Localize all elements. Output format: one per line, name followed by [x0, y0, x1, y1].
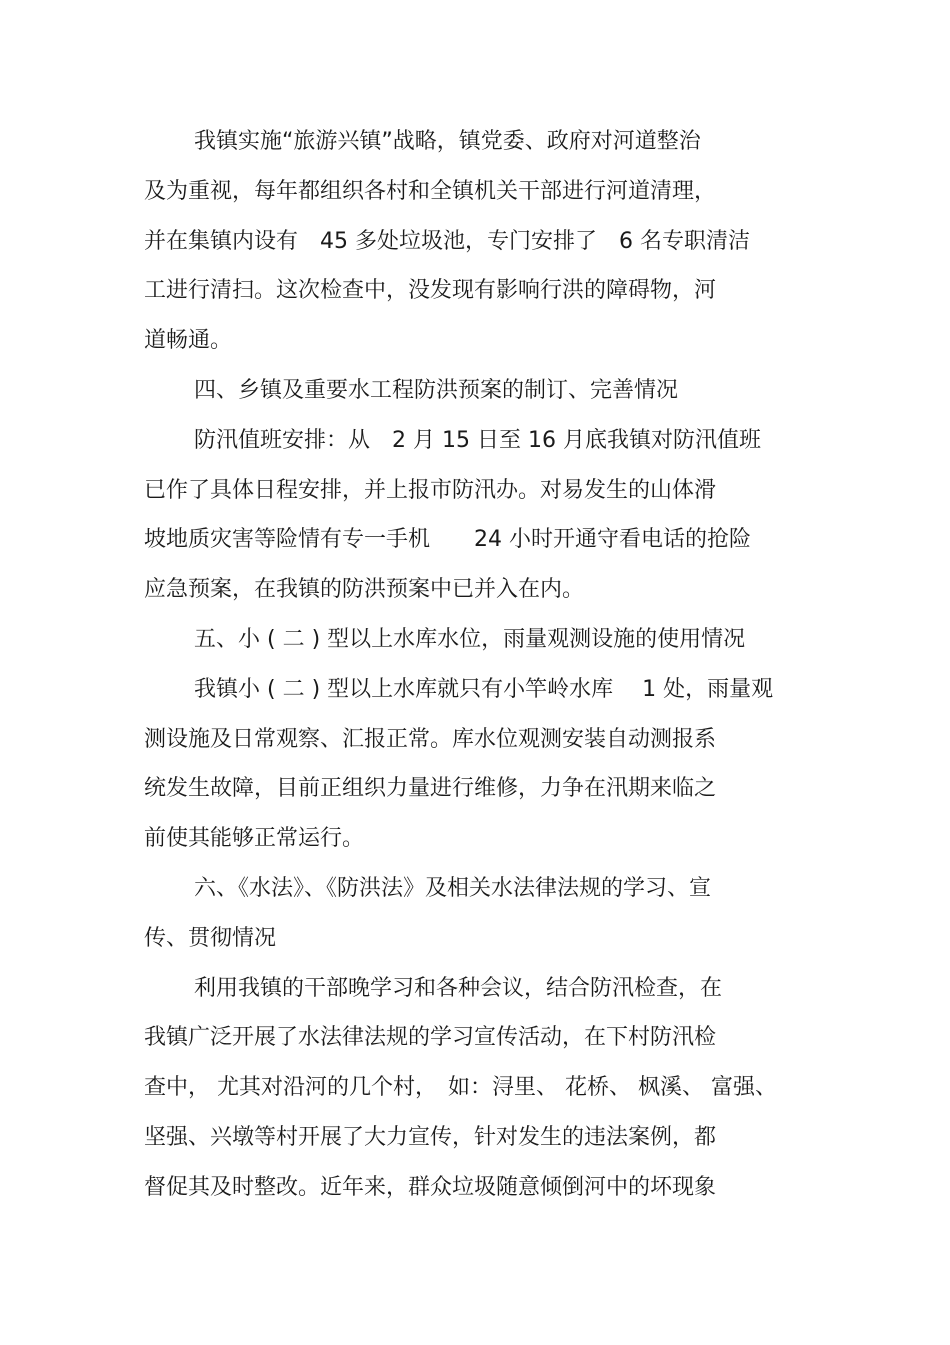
paragraph-line: 我镇实施“旅游兴镇”战略，镇党委、政府对河道整治 [194, 129, 701, 154]
paragraph-line: 我镇广泛开展了水法律法规的学习宣传活动，在下村防汛检 [144, 1025, 717, 1050]
paragraph-line: 统发生故障，目前正组织力量进行维修，力争在汛期来临之 [144, 776, 717, 801]
section-heading: 六、《水法》、《防洪法》及相关水法律法规的学习、宣 [194, 876, 712, 901]
section-heading: 四、乡镇及重要水工程防洪预案的制订、完善情况 [194, 378, 679, 403]
paragraph-line: 及为重视，每年都组织各村和全镇机关干部进行河道清理， [144, 179, 717, 204]
paragraph-line: 防汛值班安排：从 2 月 15 日至 16 月底我镇对防汛值班 [194, 428, 761, 453]
section-heading: 传、贯彻情况 [144, 926, 277, 951]
paragraph-line: 工进行清扫。这次检查中，没发现有影响行洪的障碍物，河 [144, 278, 717, 303]
paragraph-line: 已作了具体日程安排，并上报市防汛办。对易发生的山体滑 [144, 478, 717, 503]
paragraph-line: 前使其能够正常运行。 [144, 826, 365, 851]
paragraph-line: 道畅通。 [144, 328, 233, 353]
section-heading: 五、小 ( 二 ) 型以上水库水位，雨量观测设施的使用情况 [194, 627, 746, 652]
paragraph-line: 应急预案，在我镇的防洪预案中已并入在内。 [144, 577, 585, 602]
paragraph-line: 查中， 尤其对沿河的几个村， 如：浔里、 花桥、 枫溪、 富强、 [144, 1075, 777, 1100]
paragraph-line: 测设施及日常观察、汇报正常。库水位观测安装自动测报系 [144, 727, 717, 752]
paragraph-line: 利用我镇的干部晚学习和各种会议，结合防汛检查，在 [194, 976, 723, 1001]
paragraph-line: 坡地质灾害等险情有专一手机 24 小时开通守看电话的抢险 [144, 527, 751, 552]
paragraph-line: 并在集镇内设有 45 多处垃圾池，专门安排了 6 名专职清洁 [144, 229, 750, 254]
paragraph-line: 我镇小 ( 二 ) 型以上水库就只有小竿岭水库 1 处，雨量观 [194, 677, 774, 702]
paragraph-line: 督促其及时整改。近年来，群众垃圾随意倾倒河中的坏现象 [144, 1175, 717, 1200]
paragraph-line: 坚强、兴墩等村开展了大力宣传，针对发生的违法案例，都 [144, 1125, 717, 1150]
